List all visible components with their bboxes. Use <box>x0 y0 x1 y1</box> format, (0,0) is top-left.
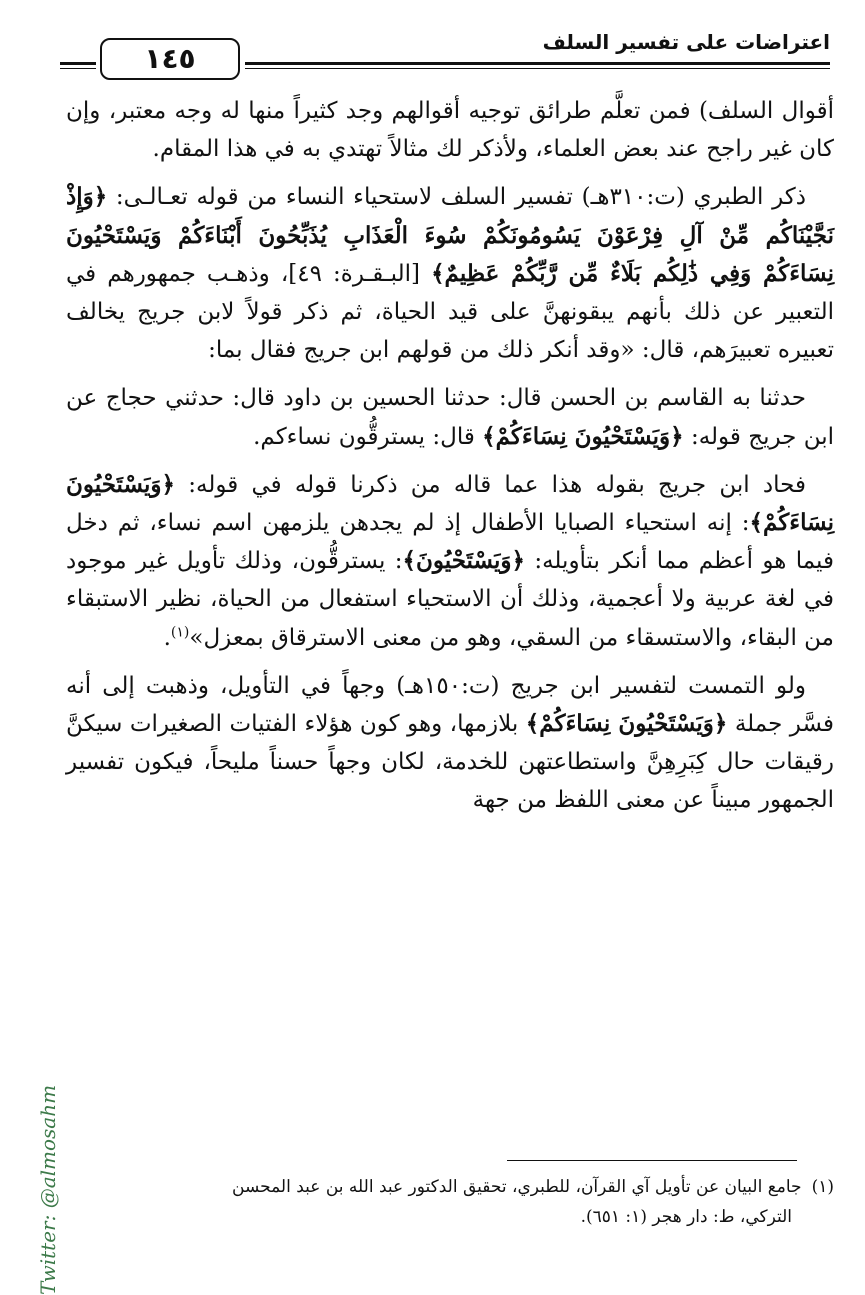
footnote <box>66 1172 834 1232</box>
header-rule-left-thin <box>60 68 96 69</box>
page-header <box>60 18 830 74</box>
paragraph-4 <box>66 466 834 657</box>
paragraph-4-text-c: : يسترقُّون، وذلك تأويل غير موجود في لغة عربية ولا أعجمية، وذلك أن الاستحياء استفعال من الحياة، نظير الاستبقاء من البقاء، والاستسقاء من السقي، وهو من معنى الاسترقاق بمعزل» <box>66 548 834 651</box>
paragraph-1 <box>66 92 834 168</box>
paragraph-3-text-b: قال: يسترقُّون نساءكم. <box>253 423 483 450</box>
quran-word: ﴿وَيَسْتَحْيُونَ﴾ <box>402 547 525 575</box>
header-rule-right-thin <box>245 68 830 69</box>
watermark <box>6 995 60 1295</box>
paragraph-3-text-a: حدثنا به القاسم بن الحسن قال: حدثنا الحسين بن داود قال: حدثني حجاج عن ابن جريج قوله: <box>66 385 834 450</box>
paragraph-4-end: . <box>163 624 171 651</box>
quran-phrase: ﴿وَيَسْتَحْيُونَ نِسَاءَكُمْ﴾ <box>66 470 834 537</box>
quran-verse-baqara-49: ﴿وَإِذْ نَجَّيْنَاكُم مِّنْ آلِ فِرْعَوْنَ يَسُومُونَكُمْ سُوءَ الْعَذَابِ يُذَبِّحُونَ أَبْنَاءَكُمْ وَيَسْتَحْيُونَ نِسَاءَكُمْ وَفِي ذَٰلِكُم بَلَاءٌ مِّن رَّبِّكُمْ عَظِيمٌ﴾ <box>66 183 834 287</box>
quran-phrase: ﴿وَيَسْتَحْيُونَ نِسَاءَكُمْ﴾ <box>525 710 728 738</box>
main-text <box>66 92 834 830</box>
footnote-number: (١) <box>811 1177 834 1197</box>
paragraph-4-text-a: فحاد ابن جريج بقوله هذا عما قاله من ذكرنا قوله في قوله: <box>175 471 806 498</box>
footnote-reference[interactable]: (١) <box>170 623 190 640</box>
watermark-text: Twitter: @almosahm <box>36 1084 60 1295</box>
footnote-divider <box>507 1160 797 1161</box>
footnote-text-line-1: جامع البيان عن تأويل آي القرآن، للطبري، تحقيق الدكتور عبد الله بن عبد المحسن <box>232 1177 802 1197</box>
quran-phrase: ﴿وَيَسْتَحْيُونَ نِسَاءَكُمْ﴾ <box>482 422 684 450</box>
paragraph-2 <box>66 178 834 369</box>
paragraph-3 <box>66 379 834 455</box>
paragraph-4-text-b: : إنه استحياء الصبايا الأطفال إذ لم يجدهن يلزمهن اسم نساء، ثم دخل فيما هو أعظم مما أنكر بتأويله: <box>66 510 834 575</box>
running-title: اعتراضات على تفسير السلف <box>542 30 830 54</box>
header-rule-right-thick <box>245 62 830 65</box>
paragraph-2-text-b: [البـقـرة: ٤٩]، وذهـب جمهورهم في التعبير عن ذلك بأنهم يبقونهنَّ على قيد الحياة، ثم ذكر قولاً لابن جريج يخالف تعبيره تعبيرَهم، قال: «وقد أنكر ذلك من قولهم ابن جريج فقال بما: <box>66 260 834 364</box>
paragraph-5-text-a: ولو التمست لتفسير ابن جريج (ت:١٥٠هـ) وجهاً في التأويل، وذهبت إلى أنه فسَّر جملة <box>66 672 834 738</box>
page-number: ١٤٥ <box>100 38 240 80</box>
paragraph-5-text-b: بلازمها، وهو كون هؤلاء الفتيات الصغيرات سيكنَّ رقيقات حال كِبَرِهِنَّ واستطاعتهن للخدمة، لكان وجهاً حسناً مليحاً، فيكون تفسير الجمهور مبيناً عن معنى اللفظ من جهة <box>66 711 834 814</box>
header-rule-left-thick <box>60 62 96 65</box>
paragraph-2-text-a: ذكر الطبري (ت:٣١٠هـ) تفسير السلف لاستحياء النساء من قوله تعـالـى: <box>107 184 806 211</box>
paragraph-1-text: أقوال السلف) فمن تعلَّم طرائق توجيه أقوالهم وجد كثيراً منها له وجه معتبر، وإن كان غير راجح عند بعض العلماء، ولأذكر لك مثالاً تهتدي به في هذا المقام. <box>66 98 834 163</box>
paragraph-5 <box>66 667 834 820</box>
footnote-text-line-2: التركي، ط: دار هجر (١: ٦٥١). <box>580 1207 792 1227</box>
